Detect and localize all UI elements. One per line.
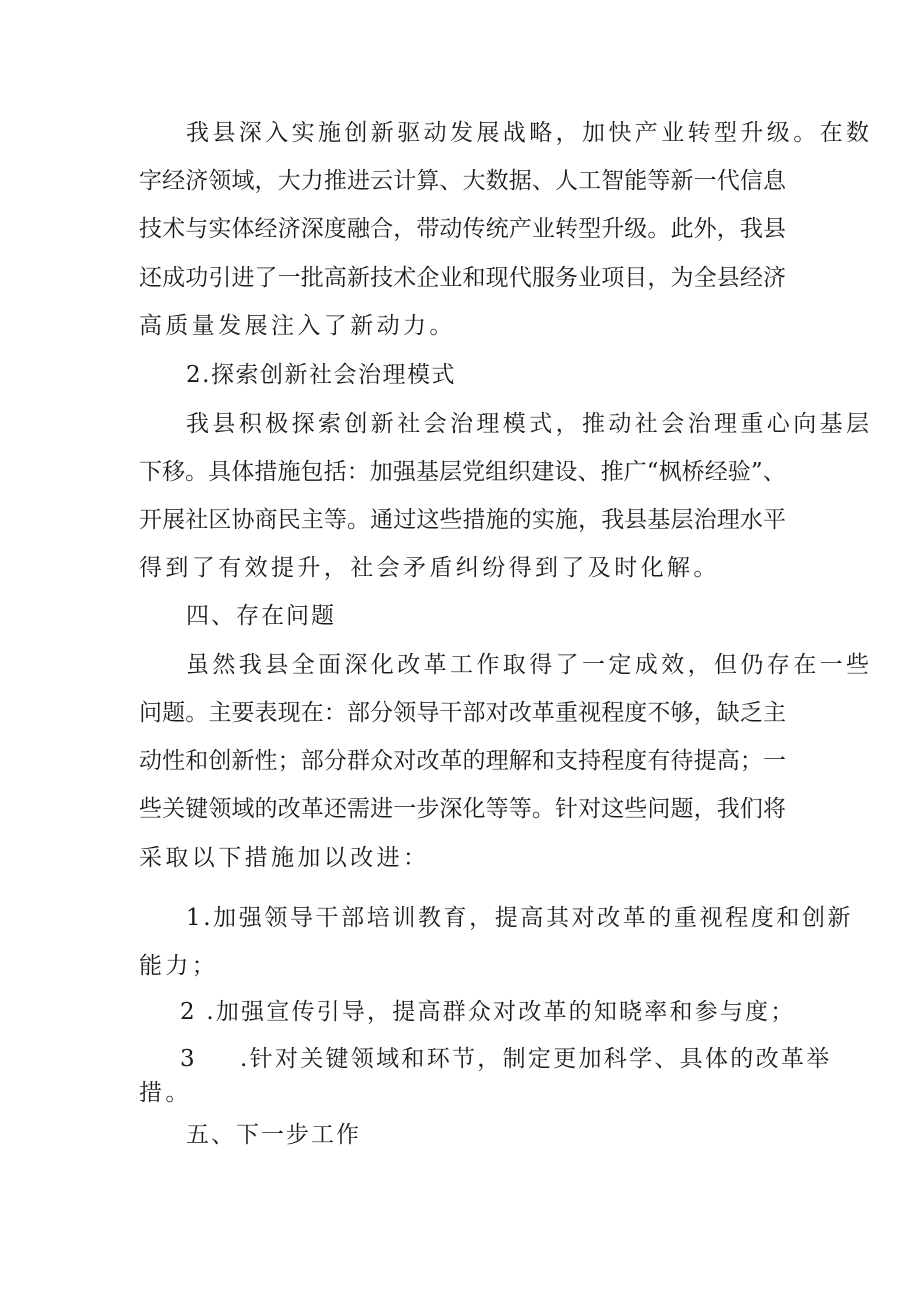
paragraph-innovation-line-4: 还 成 功 引 进 了 一 批 高 新 技 术 企 业 和 现 代 服 务 业 项 目 ， 为 全 县 经 济 xyxy=(139,265,786,291)
measure-3-line-1: .针对关键领域和环节，制定更加科学、具体的改革举 xyxy=(240,1046,832,1072)
measure-2: 2 .加强宣传引导，提高群众对改革的知晓率和参与度； xyxy=(180,999,796,1025)
heading-existing-problems: 四、存在问题 xyxy=(186,603,336,629)
paragraph-problems-line-3: 动 性 和 创 新 性 ； 部 分 群 众 对 改 革 的 理 解 和 支 持 程 度 有 待 提 高 ； 一 xyxy=(139,748,786,774)
measure-1-line-2: 能力； xyxy=(139,953,219,979)
paragraph-problems-line-4: 些 关 键 领 域 的 改 革 还 需 进 一 步 深 化 等 等 。 针 对 这 些 问 题 ， 我 们 将 xyxy=(139,796,786,822)
paragraph-governance-line-1: 我县积极探索创新社会治理模式，推动社会治理重心向基层 xyxy=(186,411,873,437)
measure-1-line-1: 1.加强领导干部培训教育，提高其对改革的重视程度和创新 xyxy=(186,905,854,931)
paragraph-innovation-line-2: 字 经 济 领 域 ， 大 力 推 进 云 计 算 、 大 数 据 、 人 工 智 能 等 新 一 代 信 息 xyxy=(139,168,786,194)
paragraph-innovation-line-1: 我县深入实施创新驱动发展战略，加快产业转型升级。在数 xyxy=(186,120,873,146)
paragraph-problems-line-2: 问 题 。 主 要 表 现 在 ： 部 分 领 导 干 部 对 改 革 重 视 程 度 不 够 ， 缺 乏 主 xyxy=(139,700,786,726)
paragraph-problems-line-5: 采取以下措施加以改进： xyxy=(139,845,430,871)
measure-3-line-2: 措。 xyxy=(139,1080,192,1106)
paragraph-problems-line-1: 虽然我县全面深化改革工作取得了一定成效，但仍存在一些 xyxy=(186,652,873,678)
paragraph-governance-line-3: 开 展 社 区 协 商 民 主 等 。 通 过 这 些 措 施 的 实 施 ， 我 县 基 层 治 理 水 平 xyxy=(139,507,786,533)
paragraph-innovation-line-3: 技 术 与 实 体 经 济 深 度 融 合 ， 带 动 传 统 产 业 转 型 升 级 。 此 外 ， 我 县 xyxy=(139,216,786,242)
heading-next-steps: 五、下一步工作 xyxy=(186,1122,361,1148)
heading-social-governance: 2.探索创新社会治理模式 xyxy=(186,362,456,388)
paragraph-innovation-line-5: 高质量发展注入了新动力。 xyxy=(139,313,456,339)
paragraph-governance-line-2: 下 移 。 具 体 措 施 包 括 ： 加 强 基 层 党 组 织 建 设 、 推 广 “ 枫 桥 经 验 ” 、 xyxy=(139,459,786,485)
measure-3-number: 3 xyxy=(180,1046,199,1072)
paragraph-governance-line-4: 得到了有效提升，社会矛盾纠纷得到了及时化解。 xyxy=(139,555,720,581)
